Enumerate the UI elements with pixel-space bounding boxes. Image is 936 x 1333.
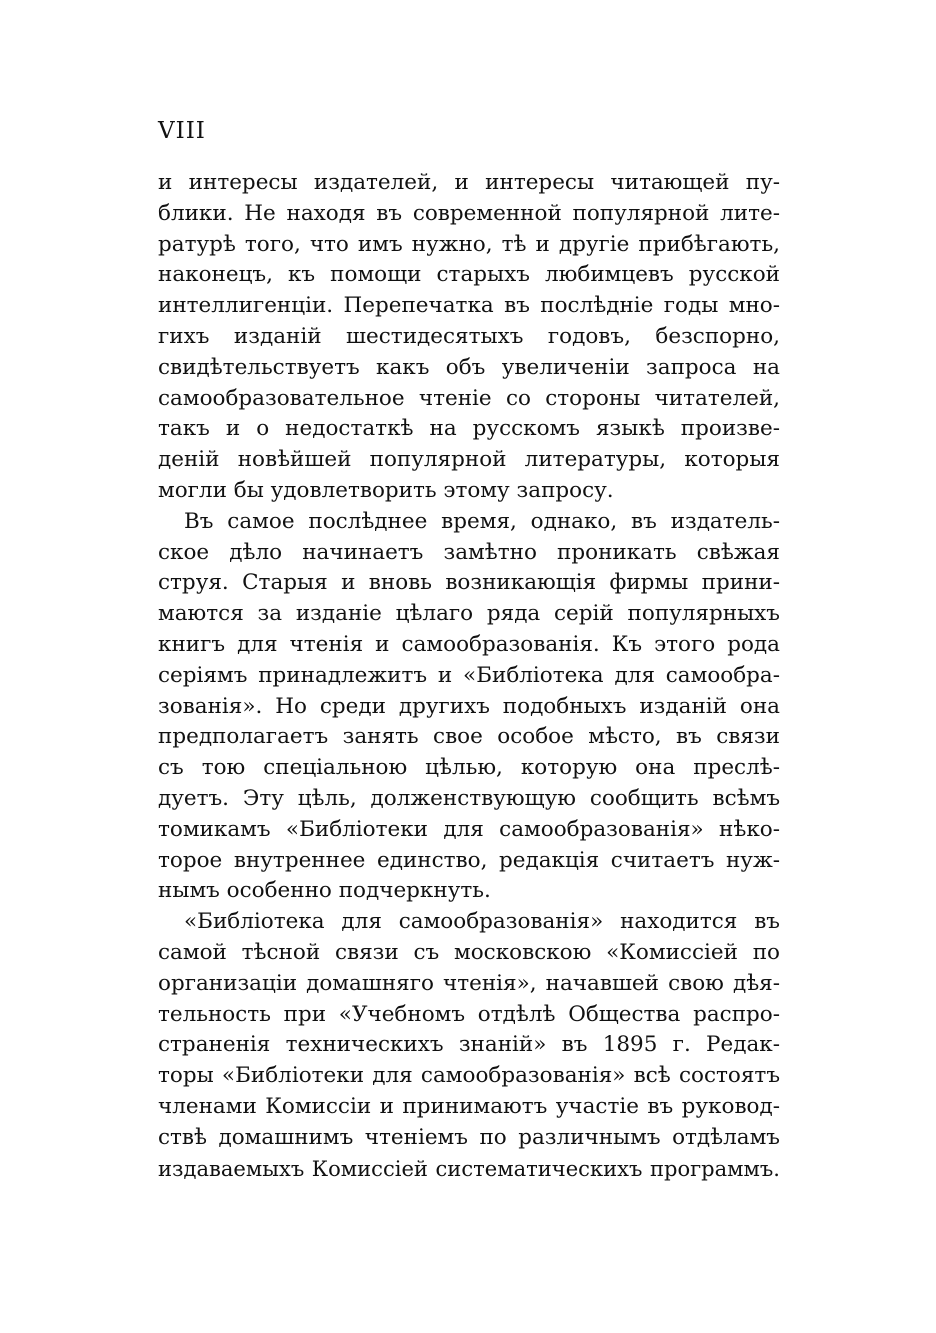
text-line: гихъ изданій шестидесятыхъ годовъ, безспорно, xyxy=(158,323,780,349)
text-line: предполагаетъ занять свое особое мѣсто, въ связи xyxy=(158,724,780,750)
text-line: самой тѣсной связи съ московскою «Комиссіей по xyxy=(158,939,780,965)
text-line: ское дѣло начинаетъ замѣтно проникать свѣжая xyxy=(158,539,780,565)
body-text xyxy=(158,168,780,1184)
text-line: дуетъ. Эту цѣль, долженствующую сообщить всѣмъ xyxy=(158,785,780,811)
text-line: торое внутреннее единство, редакція считаетъ нуж- xyxy=(158,847,780,873)
text-line: могли бы удовлетворить этому запросу. xyxy=(158,477,614,503)
text-line: съ тою спеціальною цѣлью, которую она преслѣ- xyxy=(158,755,780,781)
text-line: тельность при «Учебномъ отдѣлѣ Общества распро- xyxy=(158,1001,780,1027)
text-line: самообразовательное чтеніе со стороны читателей, xyxy=(158,385,780,411)
text-line: Въ самое послѣднее время, однако, въ издатель- xyxy=(184,508,780,534)
paragraph-2 xyxy=(158,507,780,907)
text-line: организаціи домашняго чтенія», начавшей свою дѣя- xyxy=(158,970,780,996)
text-line: ратурѣ того, что имъ нужно, тѣ и другіе прибѣгають, xyxy=(158,231,780,257)
text-line: деній новѣйшей популярной литературы, которыя xyxy=(158,447,780,473)
text-line: свидѣтельствуетъ какъ объ увеличеніи запроса на xyxy=(158,354,780,380)
text-line: нымъ особенно подчеркнуть. xyxy=(158,878,491,904)
text-line: наконецъ, къ помощи старыхъ любимцевъ русской xyxy=(158,262,780,288)
text-line: страненія техническихъ знаній» въ 1895 г. Редак- xyxy=(158,1032,780,1058)
text-line: ствѣ домашнимъ чтеніемъ по различнымъ отдѣламъ xyxy=(158,1124,780,1150)
text-line: и интересы издателей, и интересы читающей пу- xyxy=(158,170,780,195)
text-line: интеллигенціи. Перепечатка въ послѣдніе годы мно- xyxy=(158,293,780,319)
text-line: зованія». Но среди другихъ подобныхъ изданій она xyxy=(158,693,780,719)
text-line: «Библіотека для самообразованія» находится въ xyxy=(184,909,780,935)
text-line: такъ и о недостаткѣ на русскомъ языкѣ произве- xyxy=(158,416,780,442)
text-line: томикамъ «Библіотеки для самообразованія» нѣко- xyxy=(158,816,780,842)
page-number: VIII xyxy=(158,118,206,144)
text-line: издаваемыхъ Комиссіей систематическихъ программъ. xyxy=(158,1155,780,1181)
text-line: членами Комиссіи и принимаютъ участіе въ руковод- xyxy=(158,1093,780,1119)
paragraph-3 xyxy=(158,907,780,1184)
text-line: блики. Не находя въ современной популярной лите- xyxy=(158,200,780,226)
text-line: книгъ для чтенія и самообразованія. Къ этого рода xyxy=(158,631,780,657)
text-line: торы «Библіотеки для самообразованія» всѣ состоятъ xyxy=(158,1063,780,1089)
text-line: серіямъ принадлежитъ и «Библіотека для самообра- xyxy=(158,662,780,688)
paragraph-1 xyxy=(158,168,780,507)
text-line: струя. Старыя и вновь возникающія фирмы прини- xyxy=(158,570,780,596)
text-line: маются за изданіе цѣлаго ряда серій популярныхъ xyxy=(158,601,780,627)
